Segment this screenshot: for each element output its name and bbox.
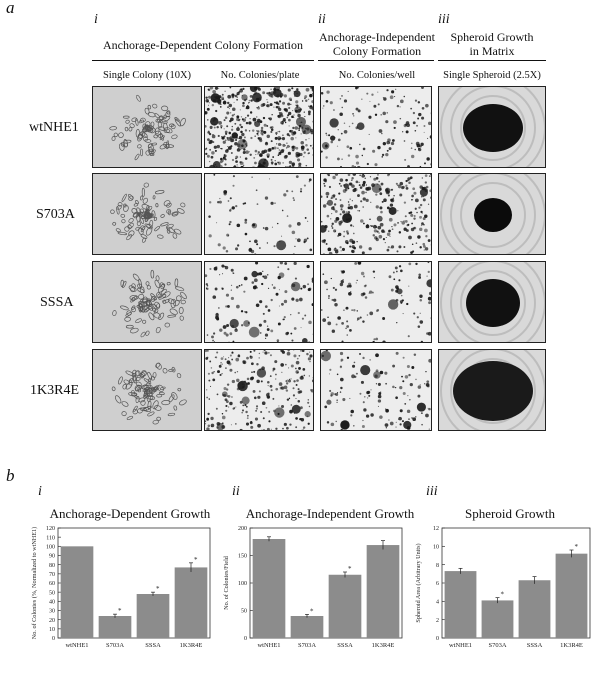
row-label-sssa: SSSA	[40, 295, 74, 310]
section-ii-header-line1: Anchorage-Independent	[319, 30, 435, 44]
chart-2-category-2: SSSA	[526, 642, 543, 649]
chart-0-ytick-label-12: 120	[46, 526, 55, 533]
chart-1-category-2: SSSA	[337, 642, 353, 649]
row-label-wtnhe1: wtNHE1	[29, 120, 79, 135]
column-header-colonies-plate: No. Colonies/plate	[220, 70, 300, 81]
chart-0-bar-2	[137, 594, 170, 638]
chart-0-bar-1	[99, 616, 132, 638]
panel-a-letter: a	[6, 0, 15, 17]
row-label-s703a: S703A	[36, 207, 75, 222]
section-ii-numeral: ii	[318, 12, 326, 27]
chart-0-category-0: wtNHE1	[65, 642, 89, 649]
chart-2-category-0: wtNHE1	[448, 642, 473, 649]
column-header-single-spheroid: Single Spheroid (2.5X)	[443, 70, 541, 81]
chart-0-sig-1: *	[118, 607, 122, 616]
chart-0-ytick-label-8: 80	[49, 562, 55, 569]
chart-0-ytick-label-7: 70	[49, 572, 55, 579]
chart-1-bar-1	[291, 616, 324, 638]
section-iii-header-line1: Spheroid Growth	[450, 30, 534, 44]
chart-1-bar-2	[329, 575, 362, 638]
chart-1-ytick-label-0: 0	[244, 636, 247, 643]
chart-1-sig-1: *	[310, 607, 314, 616]
chart-1-ytick-label-2: 100	[238, 581, 247, 588]
chart-2-ytick-label-6: 12	[433, 526, 439, 533]
chart-0-sig-3: *	[194, 555, 198, 564]
chart-1-ylabel: No. of Colonies/Field	[223, 556, 230, 610]
chart-2-ytick-label-5: 10	[433, 544, 439, 551]
section-iii-numeral: iii	[438, 12, 450, 27]
chart-2-category-3: 1K3R4E	[560, 642, 583, 649]
chart-0-ytick-label-4: 40	[49, 599, 55, 606]
chart-i-title: Anchorage-Dependent Growth	[49, 506, 211, 521]
chart-1-ytick-label-3: 150	[238, 553, 247, 560]
chart-2-ytick-label-4: 8	[436, 562, 439, 569]
chart-0-ytick-label-11: 110	[46, 535, 55, 542]
row-label-1k3r4e: 1K3R4E	[30, 383, 79, 398]
chart-2-sig-1: *	[500, 590, 504, 599]
chart-0-bar-3	[175, 567, 208, 638]
chart-i-numeral: i	[38, 484, 42, 499]
chart-0-category-1: S703A	[105, 642, 125, 649]
chart-2-ytick-label-3: 6	[436, 581, 439, 588]
chart-2-ytick-label-1: 2	[436, 617, 439, 624]
chart-2-bar-3	[556, 554, 588, 638]
chart-0-ytick-label-2: 20	[49, 617, 55, 624]
chart-0-ytick-label-9: 90	[49, 553, 55, 560]
chart-0-ylabel: No. of Colonies (%, Normalized to wtNHE1)	[31, 526, 38, 640]
chart-0-sig-2: *	[156, 585, 160, 594]
chart-1-ytick-label-1: 50	[241, 608, 247, 615]
column-header-single-colony: Single Colony (10X)	[102, 70, 192, 81]
chart-iii-numeral: iii	[426, 484, 438, 499]
chart-2-bar-1	[482, 600, 514, 638]
section-i-header: Anchorage-Dependent Colony Formation	[103, 38, 303, 52]
chart-0-ytick-label-6: 60	[49, 581, 55, 588]
chart-1-category-0: wtNHE1	[257, 642, 281, 649]
section-ii-header-line2: Colony Formation	[332, 44, 422, 58]
chart-0-ytick-label-0: 0	[52, 636, 55, 643]
chart-iii-title: Spheroid Growth	[465, 506, 555, 521]
chart-2-bar-0	[445, 571, 477, 638]
column-header-colonies-well: No. Colonies/well	[338, 70, 416, 81]
chart-2-category-1: S703A	[488, 642, 507, 649]
chart-ii-numeral: ii	[232, 484, 240, 499]
section-iii-header-line2: in Matrix	[469, 44, 515, 58]
panel-b-letter: b	[6, 466, 15, 485]
chart-1-ytick-label-4: 200	[238, 526, 247, 533]
chart-0-ytick-label-3: 30	[49, 608, 55, 615]
chart-2-ytick-label-2: 4	[436, 599, 439, 606]
chart-2-ylabel: Spheroid Area (Arbitrary Units)	[415, 543, 422, 623]
chart-2-ytick-label-0: 0	[436, 636, 439, 643]
chart-2-bar-2	[519, 580, 551, 638]
chart-0-ytick-label-10: 100	[46, 544, 55, 551]
chart-1-sig-2: *	[348, 565, 352, 573]
chart-ii-title: Anchorage-Independent Growth	[245, 506, 415, 521]
chart-0-ytick-label-5: 50	[49, 590, 55, 597]
section-i-numeral: i	[94, 12, 98, 27]
chart-1-bar-0	[253, 539, 286, 638]
chart-0-bar-0	[61, 546, 94, 638]
chart-0-category-3: 1K3R4E	[179, 642, 203, 649]
chart-0-category-2: SSSA	[145, 642, 161, 649]
chart-1-category-3: 1K3R4E	[371, 642, 395, 649]
chart-1-bar-3	[367, 545, 400, 638]
chart-0-ytick-label-1: 10	[49, 627, 55, 634]
chart-1-category-1: S703A	[297, 642, 317, 649]
chart-2-sig-3: *	[574, 543, 578, 551]
